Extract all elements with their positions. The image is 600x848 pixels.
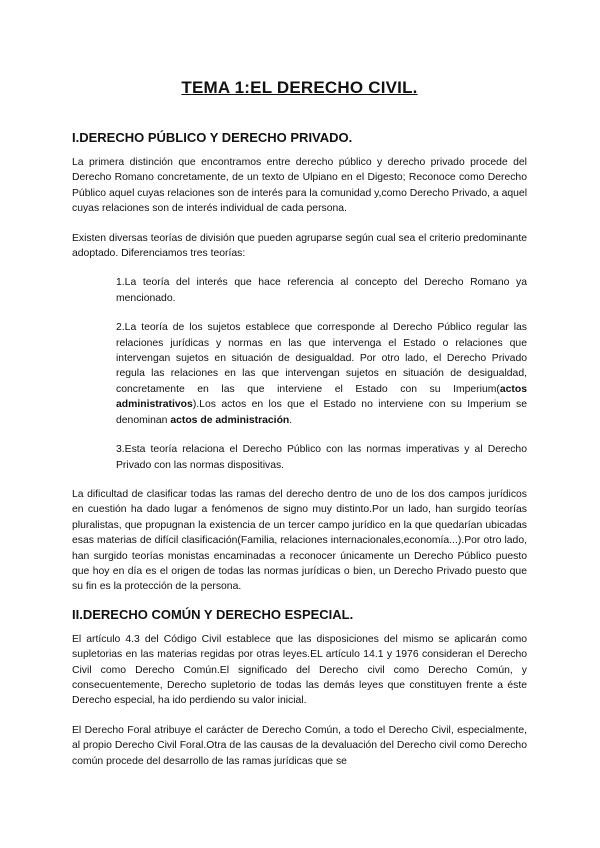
theory-item-2-text: . bbox=[289, 414, 293, 426]
bold-term-actos-administrativos: actos administrativos bbox=[116, 383, 527, 411]
section-heading-public-private: I.DERECHO PÚBLICO Y DERECHO PRIVADO. bbox=[72, 130, 353, 145]
paragraph: El Derecho Foral atribuye el carácter de Derecho Común, a todo el Derecho Civil, especialmente, al propio Derecho Civil Foral.Otra de las causas de la devaluación del Derecho civil como Derecho común procede del desarrollo de las ramas jurídicas que se bbox=[72, 724, 527, 767]
theory-item-2-text: ).Los actos en los que el Estado no interviene con su Imperium se denominan bbox=[116, 399, 527, 426]
bold-term-actos-de-administracion: actos de administración bbox=[170, 414, 290, 426]
paragraph: La dificultad de clasificar todas las ramas del derecho dentro de uno de los dos campos jurídicos en cuestión ha dado lugar a fenómenos de signo muy distinto.Por un lado, han surgido teorías pluralistas, que propugnan la existencia de un tercer campo jurídico en la que quedarían ubicadas esas materias de difícil clasificación(Familia, relaciones internacionales,economía...).Por otro lado, han surgido teorías monistas encaminadas a reconocer únicamente un Derecho Público puesto que hoy en día es el origen de todas las normas jurídicas o bien, un Derecho Privado puesto que su fin es la protección de la persona. bbox=[72, 488, 527, 593]
theory-item-2-text: 2.La teoría de los sujetos establece que corresponde al Derecho Público regular las relaciones jurídicas y normas en las que intervenga el Estado o relaciones que intervengan sujetos en situación de desigualdad. Por otro lado, el Derecho Privado regula las relaciones en las que intervengan sujetos en situación de desigualdad, concretamente en las que interviene el Estado con su Imperium( bbox=[116, 322, 527, 395]
theory-item-1: 1.La teoría del interés que hace referencia al concepto del Derecho Romano ya mencionado. bbox=[116, 277, 527, 304]
document-page bbox=[72, 78, 527, 769]
paragraph: El artículo 4.3 del Código Civil establece que las disposiciones del mismo se aplicarán como supletorias en las materias regidas por otras leyes.EL artículo 14.1 y 1976 consideran el Derecho Civil como Derecho Común.El significado del Derecho civil como Derecho Común, y consecuentemente, Derecho supletorio de todas las demás leyes que constituyen frente a éste Derecho especial, ha ido perdiendo su valor inicial. bbox=[72, 633, 527, 707]
theory-item-3: 3.Esta teoría relaciona el Derecho Público con las normas imperativas y al Derecho Privado con las normas dispositivas. bbox=[116, 444, 527, 471]
document-title: TEMA 1:EL DERECHO CIVIL. bbox=[181, 78, 418, 97]
paragraph: Existen diversas teorías de división que pueden agruparse según cual sea el criterio predominante adoptado. Diferenciamos tres teorías: bbox=[72, 232, 527, 260]
section-heading-common-special: II.DERECHO COMÚN Y DERECHO ESPECIAL. bbox=[72, 606, 354, 622]
theory-item-2 bbox=[116, 320, 527, 428]
paragraph: La primera distinción que encontramos entre derecho público y derecho privado procede del Derecho Romano concretamente, de un texto de Ulpiano en el Digesto; Reconoce como Derecho Público aquel cuyas relaciones son de interés para la comunidad y,como Derecho Privado, a aquel cuyas relaciones son de interés individual de cada persona. bbox=[72, 157, 527, 215]
